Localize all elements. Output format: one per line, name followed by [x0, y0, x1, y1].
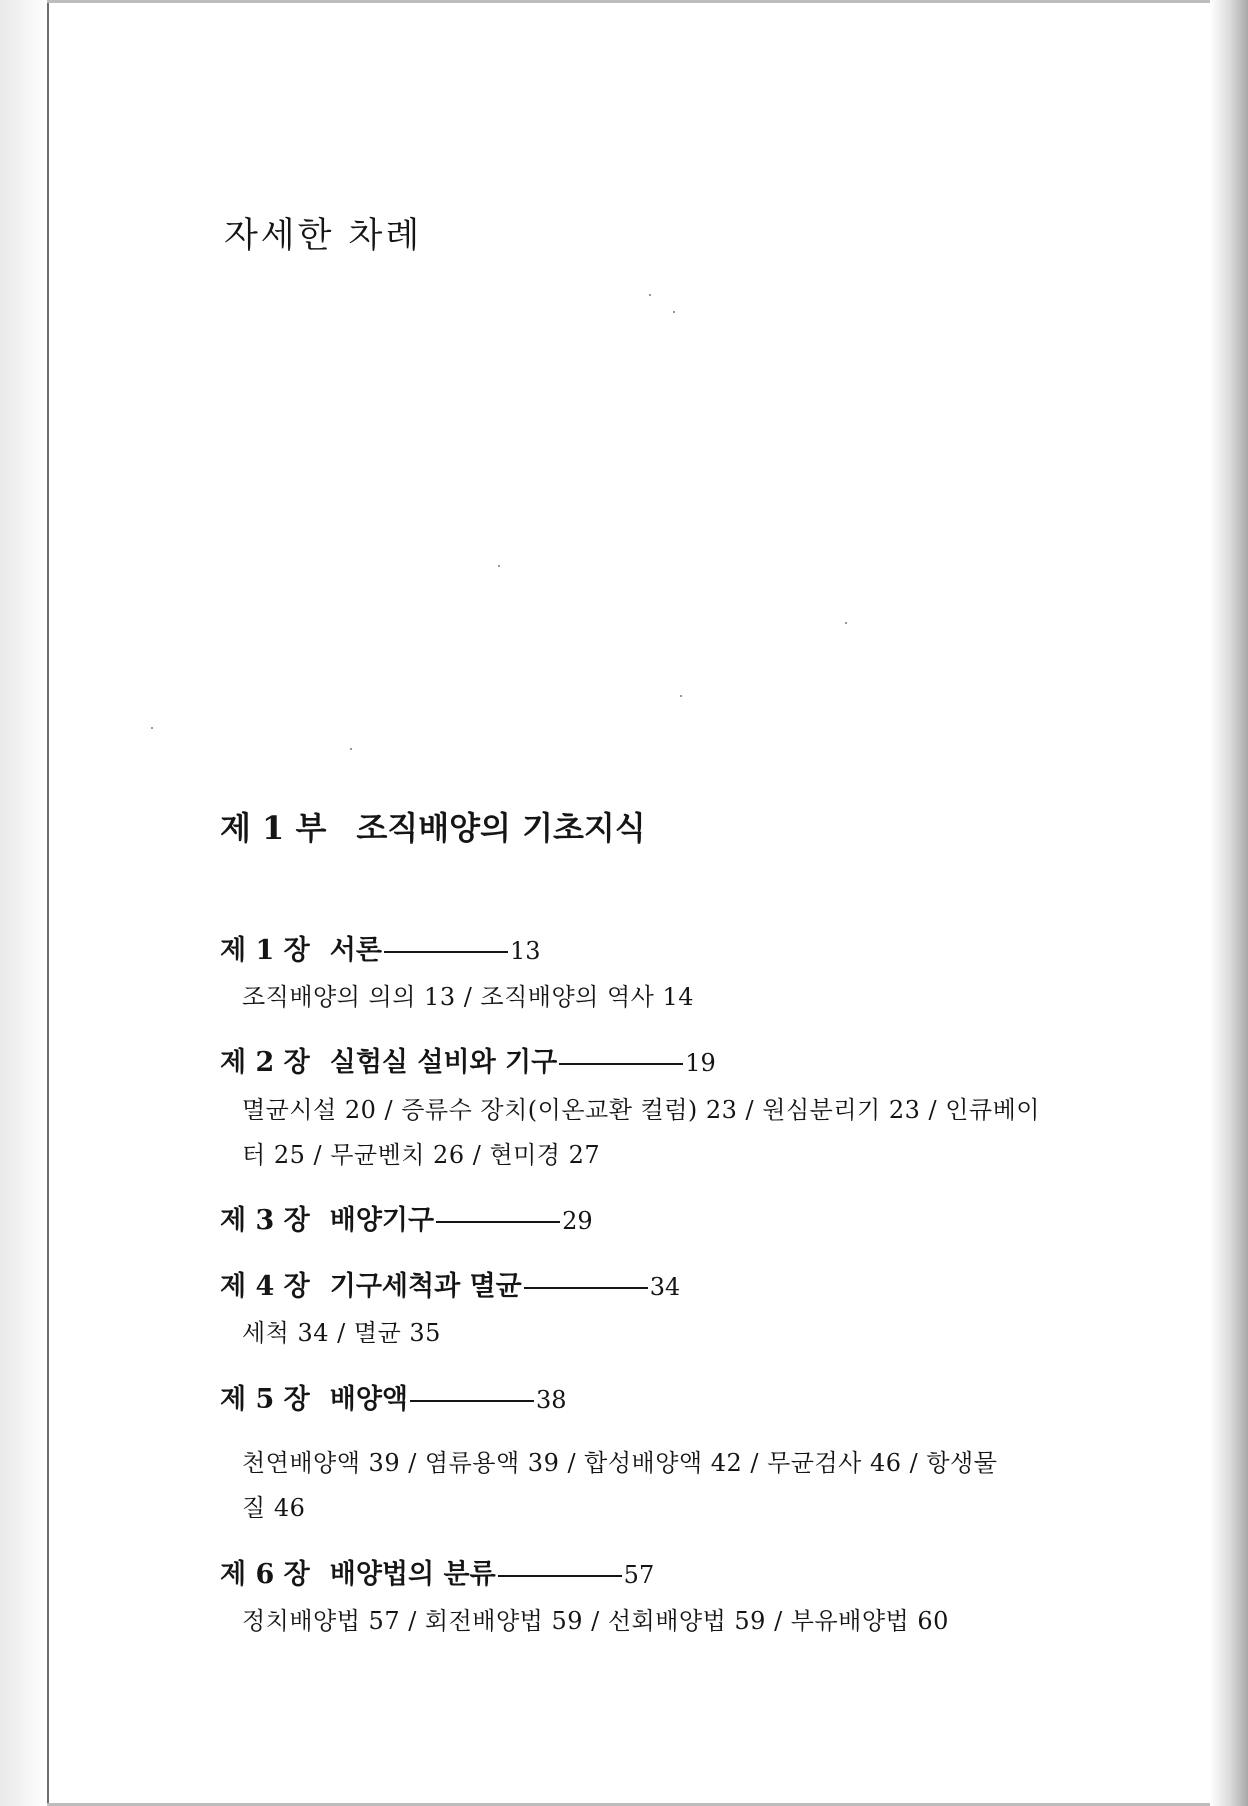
chapter-page-number: 38	[536, 1386, 567, 1414]
chapter-title: 기구세척과 멸균	[329, 1271, 522, 1302]
chapter-heading[interactable]	[220, 1198, 593, 1237]
chapter-page-number: 13	[509, 937, 541, 965]
chapter-number: 제 1 장	[220, 935, 310, 966]
scan-speck	[350, 748, 352, 750]
scan-speck	[845, 622, 847, 624]
chapter-entries: 세척 34 / 멸균 35	[242, 1319, 441, 1347]
chapter-number: 제 3 장	[220, 1205, 310, 1236]
chapter-heading[interactable]	[220, 1264, 680, 1303]
part-title: 조직배양의 기초지식	[356, 809, 646, 847]
leader-line	[410, 1400, 534, 1402]
scan-speck	[649, 294, 651, 296]
chapter-heading[interactable]	[220, 1040, 716, 1079]
chapter-page-number: 19	[685, 1049, 716, 1077]
chapter-entries: 멸균시설 20 / 증류수 장치(이온교환 컬럼) 23 / 원심분리기 23 / 인큐베이	[242, 1096, 1040, 1124]
leader-line	[384, 951, 508, 953]
chapter-title: 배양액	[329, 1384, 409, 1415]
chapter-heading[interactable]	[220, 1552, 654, 1591]
chapter-page-number: 57	[623, 1561, 655, 1589]
page-title: 자세한 차례	[224, 216, 423, 256]
scan-speck	[151, 727, 153, 729]
chapter-entries: 천연배양액 39 / 염류용액 39 / 합성배양액 42 / 무균검사 46 / 항생물	[242, 1449, 998, 1477]
chapter-number: 제 6 장	[220, 1559, 310, 1590]
scan-speck	[673, 311, 675, 313]
chapter-heading[interactable]	[220, 928, 540, 967]
chapter-title: 실험실 설비와 기구	[329, 1047, 558, 1078]
chapter-title: 서론	[329, 935, 382, 966]
chapter-entries: 조직배양의 의의 13 / 조직배양의 역사 14	[242, 983, 695, 1011]
chapter-number: 제 2 장	[220, 1047, 310, 1078]
chapter-number: 제 5 장	[220, 1384, 310, 1415]
chapter-entries: 질 46	[242, 1494, 306, 1522]
chapter-title: 배양법의 분류	[329, 1559, 496, 1590]
chapter-page-number: 29	[562, 1207, 593, 1235]
scan-speck	[498, 565, 500, 567]
chapter-entries: 정치배양법 57 / 회전배양법 59 / 선회배양법 59 / 부유배양법 60	[242, 1607, 949, 1635]
scan-left-shadow	[0, 0, 48, 1806]
chapter-title: 배양기구	[329, 1205, 435, 1236]
chapter-entries: 터 25 / 무균벤치 26 / 현미경 27	[242, 1141, 601, 1169]
leader-line	[524, 1287, 648, 1289]
scan-left-edge	[47, 0, 49, 1806]
leader-line	[436, 1221, 560, 1223]
part-heading	[220, 803, 646, 849]
part-number: 제 1 부	[220, 809, 327, 847]
chapter-heading[interactable]	[220, 1377, 567, 1416]
chapter-number: 제 4 장	[220, 1271, 310, 1302]
chapter-page-number: 34	[649, 1273, 681, 1301]
scan-right-shadow	[1210, 0, 1248, 1806]
scan-top-edge	[47, 0, 1248, 3]
leader-line	[559, 1063, 683, 1065]
scan-speck	[680, 695, 682, 697]
leader-line	[498, 1575, 622, 1577]
